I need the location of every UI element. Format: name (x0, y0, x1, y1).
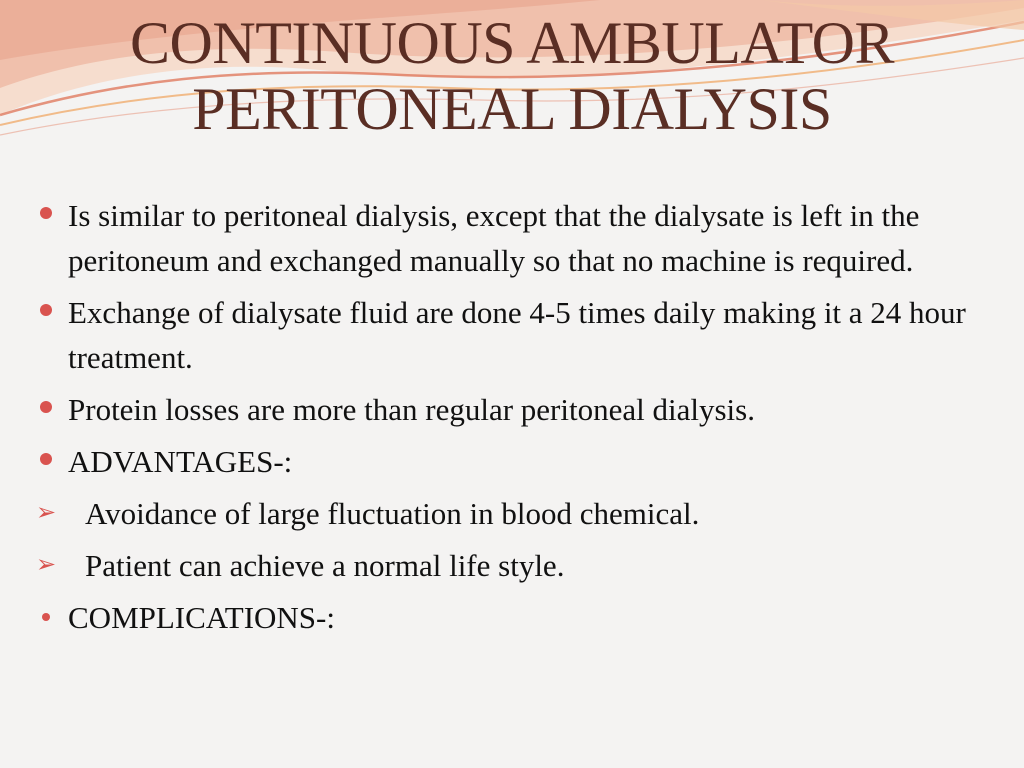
bullet-dot-icon (40, 304, 52, 316)
bullet-list (34, 193, 994, 647)
list-item-text: ADVANTAGES-: (68, 444, 293, 479)
slide-title (0, 10, 1024, 142)
bullet-dot-icon (42, 613, 50, 621)
list-item (34, 387, 994, 432)
list-item (34, 543, 994, 588)
bullet-dot-icon (40, 401, 52, 413)
list-item (34, 439, 994, 484)
list-item (34, 491, 994, 536)
list-item-text: Patient can achieve a normal life style. (85, 548, 565, 583)
list-item (34, 595, 994, 640)
list-item (34, 193, 994, 283)
arrow-bullet-icon: ➢ (36, 552, 57, 578)
arrow-bullet-icon: ➢ (36, 500, 57, 526)
bullet-dot-icon (40, 453, 52, 465)
list-item-text: Exchange of dialysate fluid are done 4-5 times daily making it a 24 hour treatment. (68, 295, 966, 375)
list-item-text: Avoidance of large fluctuation in blood chemical. (85, 496, 700, 531)
bullet-dot-icon (40, 207, 52, 219)
list-item-text: COMPLICATIONS-: (68, 600, 335, 635)
title-line-1: CONTINUOUS AMBULATOR (130, 10, 894, 76)
list-item-text: Is similar to peritoneal dialysis, except that the dialysate is left in the peritoneum and exchanged manually so that no machine is required. (68, 198, 920, 278)
list-item-text: Protein losses are more than regular peritoneal dialysis. (68, 392, 755, 427)
list-item (34, 290, 994, 380)
title-line-2: PERITONEAL DIALYSIS (192, 76, 832, 142)
